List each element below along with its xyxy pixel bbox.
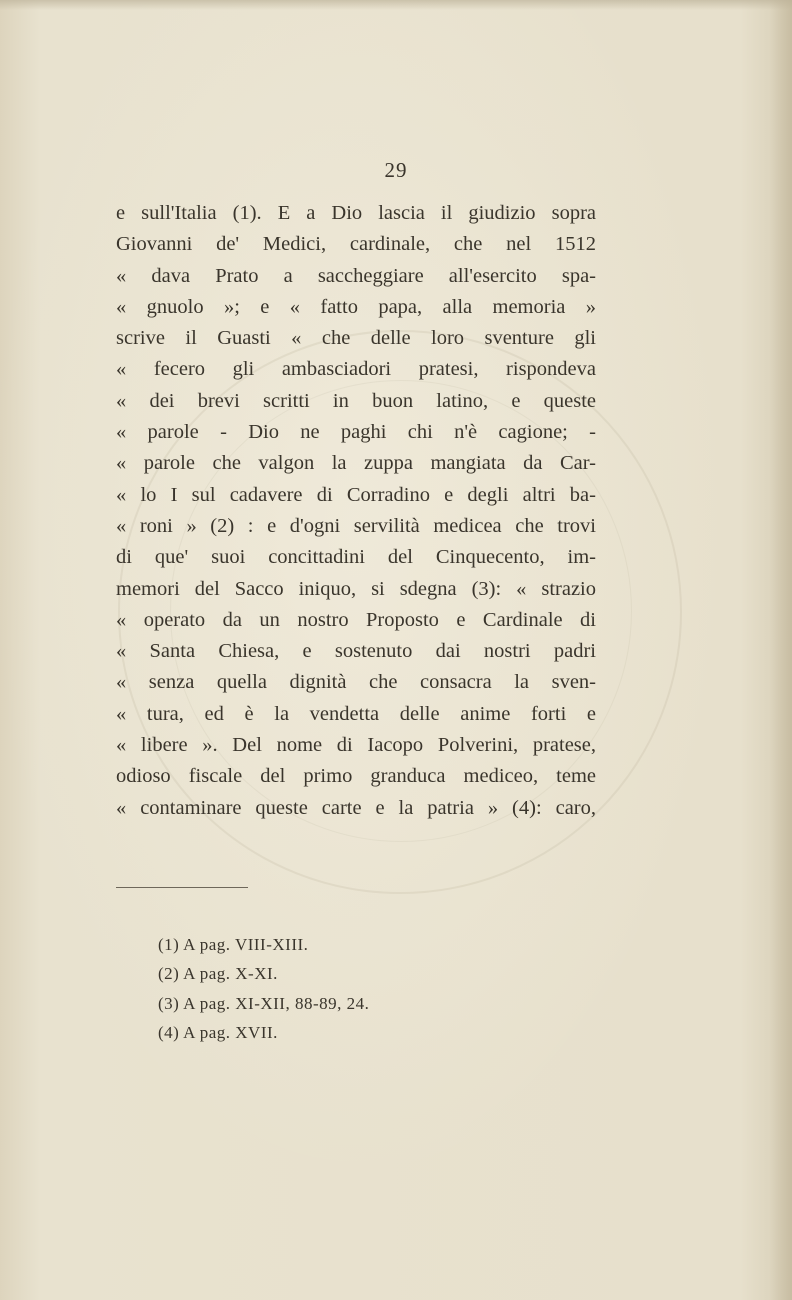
text-line: di que' suoi concittadini del Cinquecento, im- bbox=[116, 546, 596, 569]
page-top-edge bbox=[0, 0, 792, 10]
text-line: « senza quella dignità che consacra la sven- bbox=[116, 671, 596, 694]
text-line: « fecero gli ambasciadori pratesi, rispondeva bbox=[116, 358, 596, 381]
text-line: « lo I sul cadavere di Corradino e degli altri ba- bbox=[116, 483, 596, 506]
text-line: « dava Prato a saccheggiare all'esercito spa- bbox=[116, 264, 596, 287]
text-line: « parole - Dio ne paghi chi n'è cagione; - bbox=[116, 421, 596, 444]
footnote: (4) A pag. XVII. bbox=[158, 1022, 278, 1042]
text-line: « dei brevi scritti in buon latino, e queste bbox=[116, 389, 596, 412]
footnotes bbox=[158, 930, 478, 1047]
text-line: « Santa Chiesa, e sostenuto dai nostri padri bbox=[116, 640, 596, 663]
text-line: « operato da un nostro Proposto e Cardinale di bbox=[116, 608, 596, 631]
footnote: (2) A pag. X-XI. bbox=[158, 964, 278, 984]
text-line: Giovanni de' Medici, cardinale, che nel 1512 bbox=[116, 233, 596, 256]
text-line: « contaminare queste carte e la patria » (4): caro, bbox=[116, 796, 596, 819]
text-line: odioso fiscale del primo granduca mediceo, teme bbox=[116, 765, 596, 788]
footnote-divider bbox=[116, 887, 248, 888]
text-line: memori del Sacco iniquo, si sdegna (3): « strazio bbox=[116, 577, 596, 600]
text-line: « libere ». Del nome di Iacopo Polverini, pratese, bbox=[116, 734, 596, 757]
text-line: « tura, ed è la vendetta delle anime forti e bbox=[116, 702, 596, 725]
text-line: « gnuolo »; e « fatto papa, alla memoria » bbox=[116, 295, 596, 318]
page-number: 29 bbox=[384, 158, 408, 182]
text-line: scrive il Guasti « che delle loro sventure gli bbox=[116, 327, 596, 350]
text-line: e sull'Italia (1). E a Dio lascia il giudizio sopra bbox=[116, 202, 596, 224]
text-line: « roni » (2) : e d'ogni servilità medicea che trovi bbox=[116, 514, 596, 537]
page-right-edge bbox=[770, 0, 792, 1300]
body-text bbox=[116, 198, 596, 824]
footnote: (1) A pag. VIII-XIII. bbox=[158, 935, 309, 954]
footnote: (3) A pag. XI-XII, 88-89, 24. bbox=[158, 993, 370, 1013]
text-line: « parole che valgon la zuppa mangiata da Car- bbox=[116, 452, 596, 475]
